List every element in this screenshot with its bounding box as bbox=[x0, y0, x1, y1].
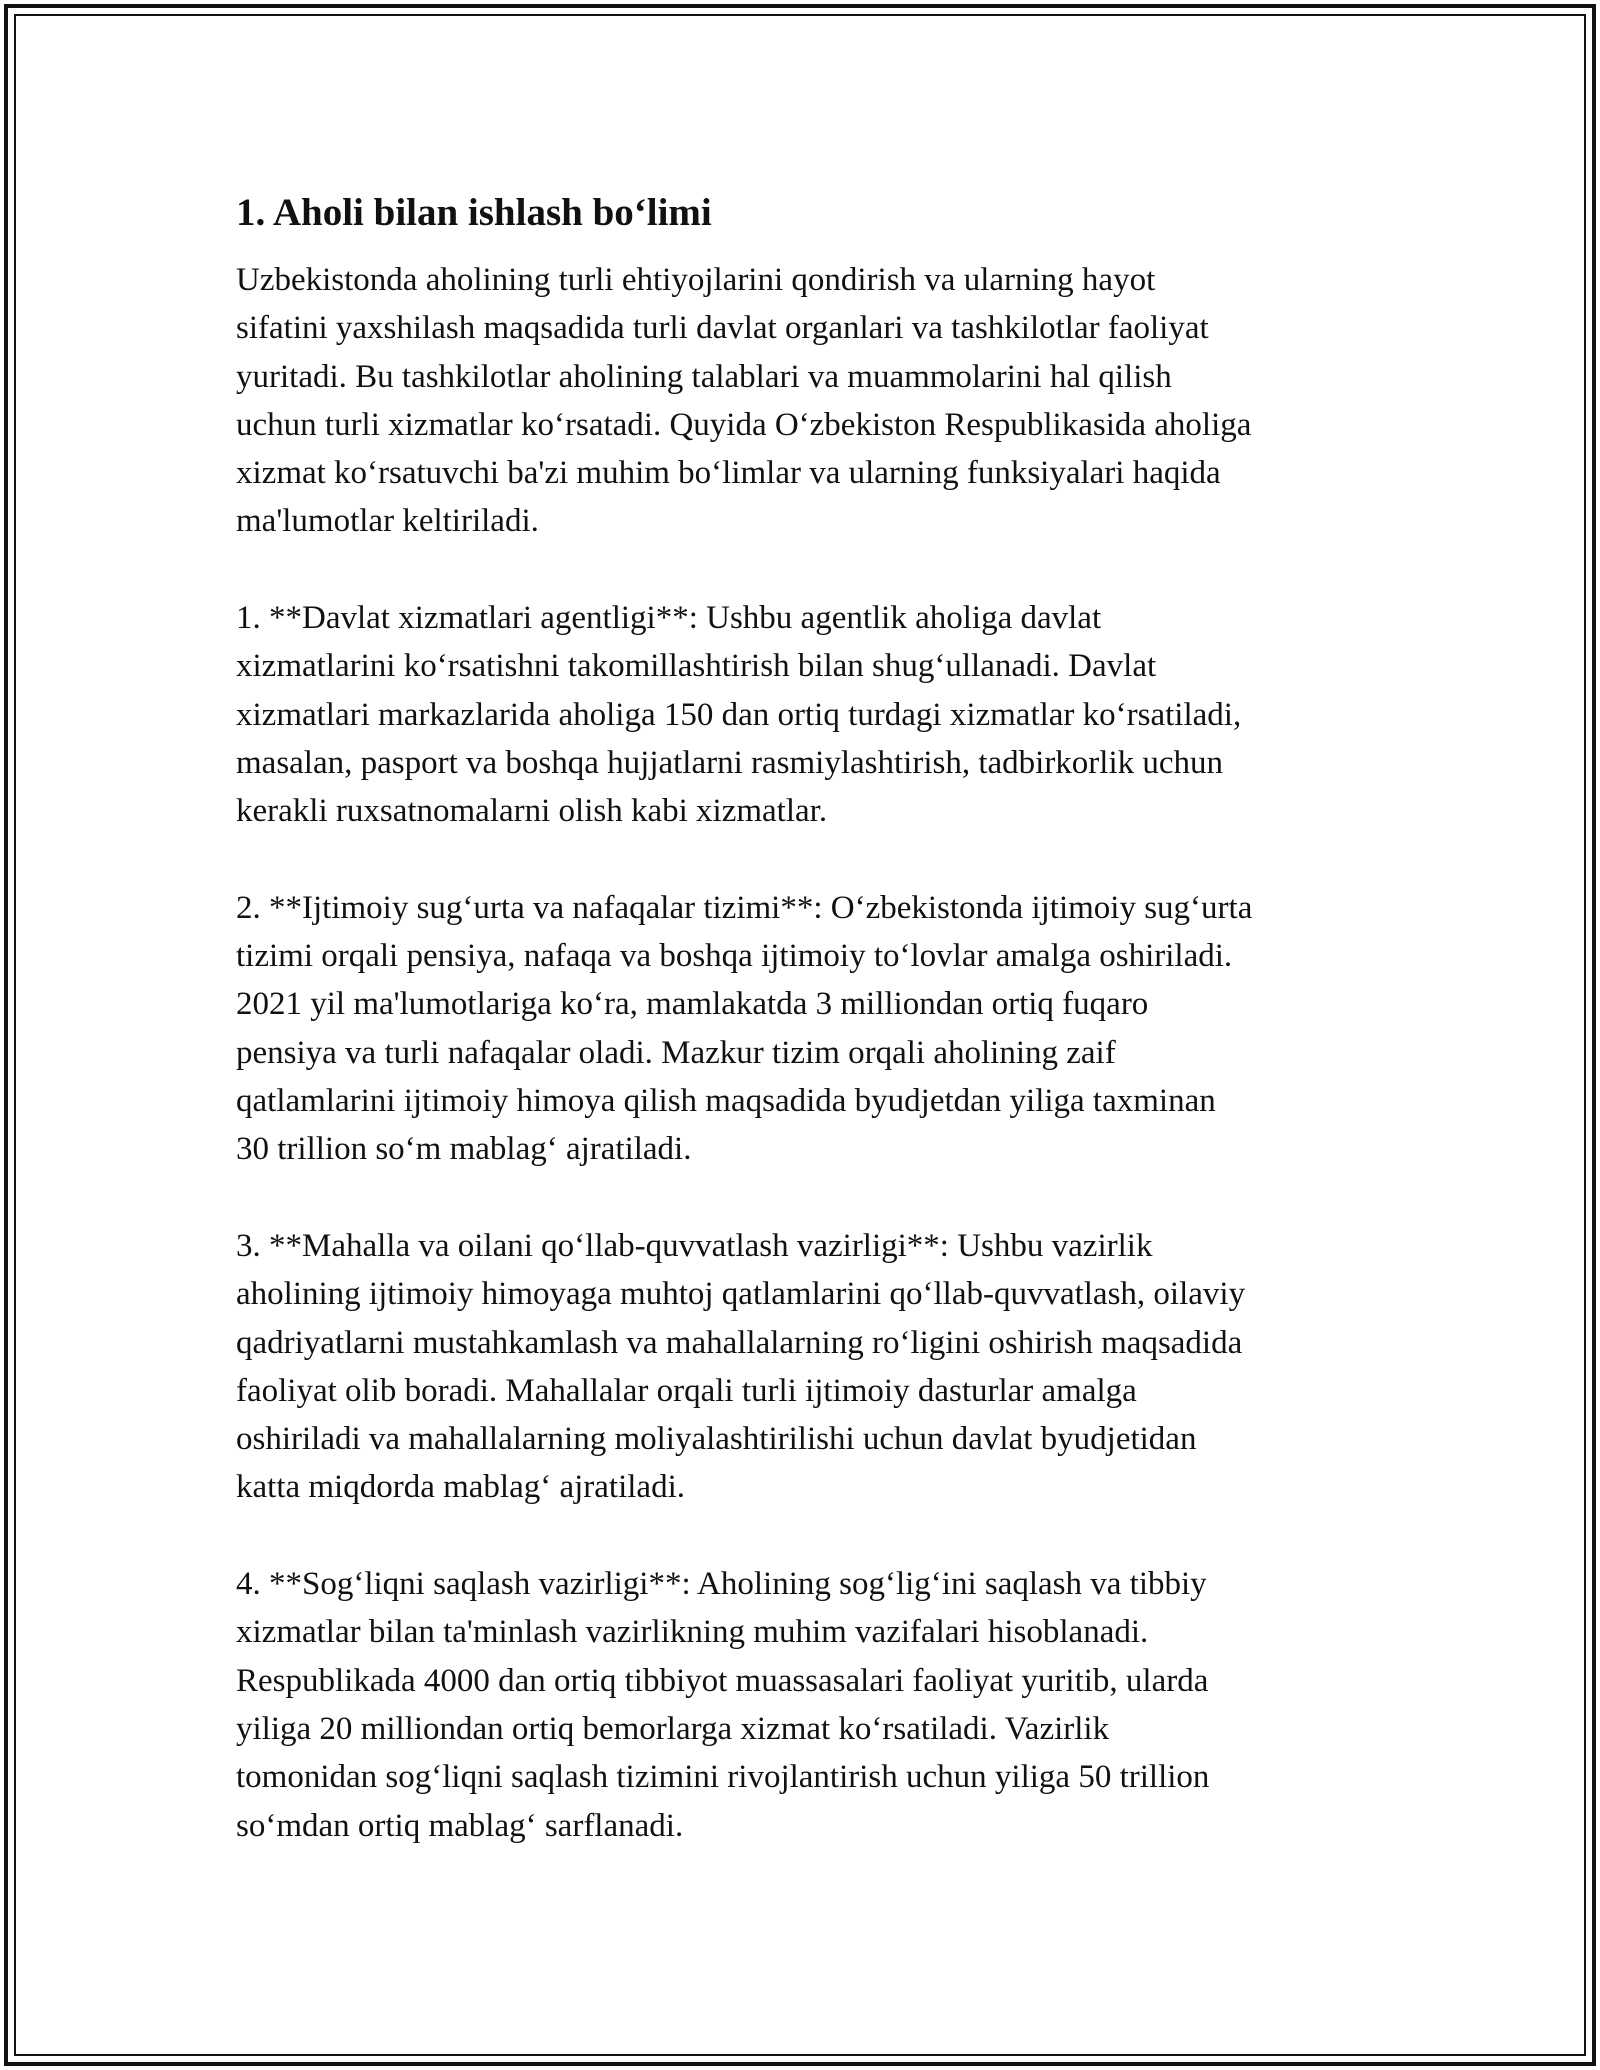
paragraph-ijtimoiy-sugurta: 2. **Ijtimoiy sug‘urta va nafaqalar tizimi**: O‘zbekistonda ijtimoiy sug‘urta tizimi orqali pensiya, nafaqa va boshqa ijtimoiy to‘lovlar amalga oshiriladi. 2021 yil ma'lumotlariga ko‘ra, mamlakatda 3 milliondan ortiq fuqaro pensiya va turli nafaqalar oladi. Mazkur tizim orqali aholining zaif qatlamlarini ijtimoiy himoya qilish maqsadida byudjetdan yiliga taxminan 30 trillion so‘m mablag‘ ajratiladi. bbox=[236, 889, 1253, 1168]
paragraph-mahalla-vazirligi: 3. **Mahalla va oilani qo‘llab-quvvatlash vazirligi**: Ushbu vazirlik aholining ijtimoiy himoyaga muhtoj qatlamlarini qo‘llab-quvvatlash, oilaviy qadriyatlarni mustahkamlash va mahallalarning ro‘ligini oshirish maqsadida faoliyat olib boradi. Mahallalar orqali turli ijtimoiy dasturlar amalga oshiriladi va mahallalarning moliyalashtirilishi uchun davlat byudjetidan katta miqdorda mablag‘ ajratiladi. bbox=[236, 1227, 1246, 1506]
section-heading: 1. Aholi bilan ishlash bo‘limi bbox=[236, 191, 712, 234]
intro-paragraph: Uzbekistonda aholining turli ehtiyojlarini qondirish va ularning hayot sifatini yaxshilash maqsadida turli davlat organlari va tashkilotlar faoliyat yuritadi. Bu tashkilotlar aholining talablari va muammolarini hal qilish uchun turli xizmatlar ko‘rsatadi. Quyida O‘zbekiston Respublikasida aholiga xizmat ko‘rsatuvchi ba'zi muhim bo‘limlar va ularning funksiyalari haqida ma'lumotlar keltiriladi. bbox=[236, 262, 1252, 540]
paragraph-soglik-vazirligi: 4. **Sog‘liqni saqlash vazirligi**: Aholining sog‘lig‘ini saqlash va tibbiy xizmatlar bilan ta'minlash vazirlikning muhim vazifalari hisoblanadi. Respublikada 4000 dan ortiq tibbiyot muassasalari faoliyat yuritib, ularda yiliga 20 milliondan ortiq bemorlarga xizmat ko‘rsatiladi. Vazirlik tomonidan sog‘liqni saqlash tizimini rivojlantirish uchun yiliga 50 trillion so‘mdan ortiq mablag‘ sarflanadi. bbox=[236, 1566, 1210, 1844]
paragraph-davlat-xizmatlari: 1. **Davlat xizmatlari agentligi**: Ushbu agentlik aholiga davlat xizmatlarini ko‘rsatishni takomillashtirish bilan shug‘ullanadi. Davlat xizmatlari markazlarida aholiga 150 dan ortiq turdagi xizmatlar ko‘rsatiladi, masalan, pasport va boshqa hujjatlarni rasmiylashtirish, tadbirkorlik uchun kerakli ruxsatnomalarni olish kabi xizmatlar. bbox=[236, 600, 1242, 830]
document-body bbox=[236, 186, 1396, 1850]
